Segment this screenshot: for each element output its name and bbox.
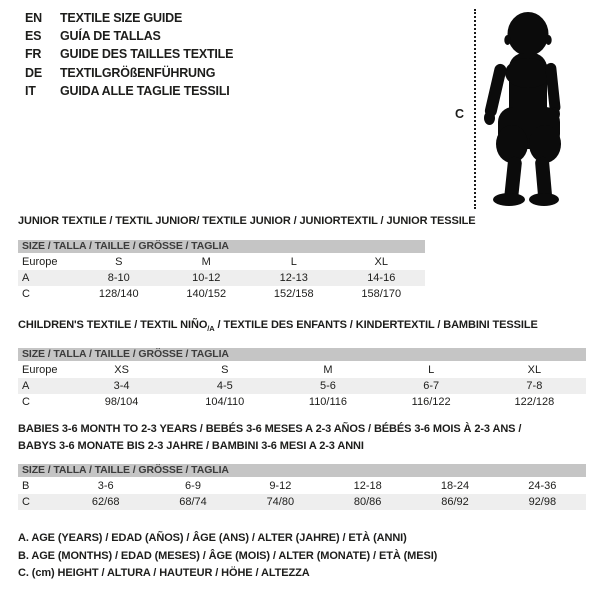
size-value-cell: 3-6 [97, 480, 114, 492]
lang-label: GUÍA DE TALLAS [60, 29, 161, 44]
children-title-sub: /A [207, 324, 215, 334]
lang-code: ES [25, 29, 42, 44]
col-header: S [221, 364, 229, 376]
table-row-c [18, 394, 586, 410]
column-header-row [18, 362, 586, 379]
col-header: XL [527, 364, 542, 376]
size-value-cell: 116/122 [411, 396, 451, 408]
children-size-table [18, 348, 586, 410]
size-value-cell: 6-9 [185, 480, 201, 492]
col-header: L [428, 364, 435, 376]
babies-section-title [18, 421, 521, 454]
size-value-cell: 18-24 [440, 480, 470, 492]
baby-silhouette-icon [482, 11, 566, 207]
col-header-europe: Europe [22, 364, 58, 376]
size-value-cell: 12-13 [250, 270, 338, 286]
size-value-cell: 110/116 [308, 396, 348, 408]
size-value-cell: 152/158 [273, 288, 314, 300]
size-value-cell: 10-12 [163, 270, 251, 286]
col-header: M [201, 256, 211, 268]
babies-title-line2: BABYS 3-6 MONATE BIS 2-3 JAHRE / BAMBINI 3-6 MESI A 2-3 ANNI [18, 439, 364, 452]
size-value-cell: 7-8 [483, 378, 586, 394]
col-header: XL [374, 256, 388, 268]
size-value-cell: 140/152 [186, 288, 227, 300]
height-dotted-line [474, 9, 476, 209]
size-value-cell: 6-7 [380, 378, 483, 394]
table-row-c [18, 286, 425, 302]
children-section-title [18, 319, 538, 333]
lang-row-en [25, 9, 233, 27]
junior-size-table [18, 240, 425, 302]
size-value-cell: 5-6 [276, 378, 379, 394]
row-label: C [22, 288, 30, 300]
lang-code: FR [25, 47, 42, 62]
col-header-europe: Europe [22, 256, 58, 268]
lang-label: GUIDE DES TAILLES TEXTILE [60, 47, 234, 62]
size-value-cell: 104/110 [205, 396, 245, 408]
legend-line-c: C. (cm) HEIGHT / ALTURA / HAUTEUR / HÖHE / ALTEZZA [18, 567, 310, 579]
lang-label: TEXTILGRÖßENFÜHRUNG [60, 65, 216, 80]
col-header: S [115, 256, 123, 268]
size-value-cell: 74/80 [237, 494, 324, 510]
babies-size-table [18, 464, 586, 510]
legend-line-b: B. AGE (MONTHS) / EDAD (MESES) / ÂGE (MOIS) / ALTER (MONATE) / ETÀ (MESI) [18, 549, 438, 562]
size-header-label: SIZE / TALLA / TAILLE / GRÖSSE / TAGLIA [18, 464, 586, 478]
size-value-cell: 9-12 [269, 480, 292, 492]
lang-code: DE [25, 65, 42, 80]
size-header-label: SIZE / TALLA / TAILLE / GRÖSSE / TAGLIA [18, 348, 586, 362]
row-label: A [18, 270, 75, 286]
legend [18, 530, 437, 583]
column-header-row [18, 254, 425, 271]
lang-label: TEXTILE SIZE GUIDE [60, 11, 183, 25]
size-value-cell: 98/104 [104, 396, 139, 408]
lang-row-fr [25, 45, 233, 63]
size-value-cell: 62/68 [62, 494, 149, 510]
size-value-cell: 128/140 [98, 288, 139, 300]
size-header-label: SIZE / TALLA / TAILLE / GRÖSSE / TAGLIA [18, 240, 425, 254]
children-title-prefix: CHILDREN'S TEXTILE / TEXTIL NIÑO [18, 319, 208, 331]
lang-row-it [25, 82, 233, 100]
size-value-cell: 80/86 [324, 494, 411, 510]
size-value-cell: 3-4 [70, 378, 173, 394]
table-row-a [18, 270, 425, 286]
height-c-label: C [455, 107, 465, 121]
lang-row-de [25, 64, 233, 82]
col-header: L [290, 256, 297, 268]
table-row-c [18, 494, 586, 510]
size-value-cell: 158/170 [361, 288, 402, 300]
row-label: C [18, 494, 62, 510]
junior-section-title: JUNIOR TEXTILE / TEXTIL JUNIOR/ TEXTILE JUNIOR / JUNIORTEXTIL / JUNIOR TESSILE [18, 215, 476, 227]
table-row-a [18, 378, 586, 394]
children-title-suffix: / TEXTILE DES ENFANTS / KINDERTEXTIL / BAMBINI TESSILE [214, 319, 538, 331]
lang-row-es [25, 27, 233, 45]
size-header-band [18, 240, 425, 254]
size-value-cell: 12-18 [353, 480, 382, 492]
lang-code: IT [25, 83, 36, 98]
babies-title-line1: BABIES 3-6 MONTH TO 2-3 YEARS / BEBÉS 3-6 MESES A 2-3 AÑOS / BÉBÉS 3-6 MOIS À 2-3 ANS / [18, 423, 522, 435]
size-value-cell: 68/74 [149, 494, 236, 510]
lang-code: EN [25, 11, 42, 25]
legend-line-a: A. AGE (YEARS) / EDAD (AÑOS) / ÂGE (ANS) / ALTER (JAHRE) / ETÀ (ANNI) [18, 532, 407, 544]
size-header-band [18, 464, 586, 478]
table-row-b [18, 478, 586, 495]
language-title-list [25, 9, 233, 100]
size-value-cell: 92/98 [499, 494, 586, 510]
size-value-cell: 122/128 [514, 396, 555, 408]
size-value-cell: 4-5 [173, 378, 276, 394]
col-header: M [323, 364, 333, 376]
size-value-cell: 14-16 [338, 270, 426, 286]
size-value-cell: 8-10 [75, 270, 163, 286]
row-label: B [22, 480, 30, 492]
size-value-cell: 86/92 [411, 494, 498, 510]
col-header: XS [114, 364, 129, 376]
row-label: A [18, 378, 70, 394]
row-label: C [22, 396, 30, 408]
size-header-band [18, 348, 586, 362]
lang-label: GUIDA ALLE TAGLIE TESSILI [60, 83, 230, 98]
size-value-cell: 24-36 [528, 480, 557, 492]
